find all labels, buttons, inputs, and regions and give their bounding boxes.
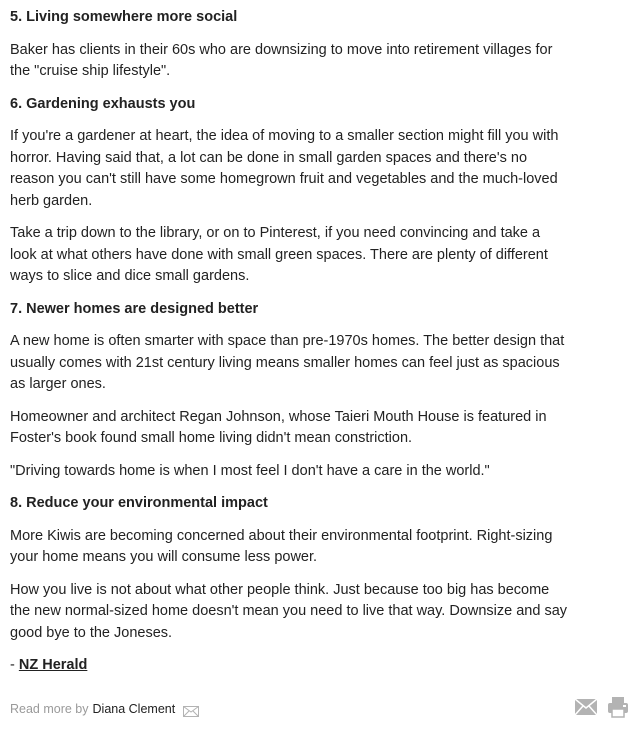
envelope-icon[interactable] bbox=[183, 704, 199, 715]
section-heading-5: 5. Living somewhere more social bbox=[10, 9, 238, 25]
source-credit bbox=[10, 655, 570, 677]
read-more-byline bbox=[10, 700, 199, 718]
share-toolbar bbox=[574, 695, 630, 719]
print-icon[interactable] bbox=[606, 695, 630, 719]
paragraph: Homeowner and architect Regan Johnson, whose Taieri Mouth House is featured in Foster's book found small home living didn't mean constriction. bbox=[10, 408, 547, 446]
paragraph: How you live is not about what other people think. Just because too big has become the new normal-sized home doesn't mean you need to live that way. Downsize and say good bye to the Joneses. bbox=[10, 581, 568, 641]
section-heading-7: 7. Newer homes are designed better bbox=[10, 300, 259, 317]
source-link[interactable]: NZ Herald bbox=[18, 657, 88, 673]
section-heading-8: 8. Reduce your environmental impact bbox=[10, 495, 268, 511]
paragraph: More Kiwis are becoming concerned about their environmental footprint. Right-sizing your home means you will consume less power. bbox=[10, 527, 553, 565]
author-link[interactable]: Diana Clement bbox=[92, 702, 176, 716]
email-share-icon[interactable] bbox=[574, 695, 598, 719]
section-heading-6: 6. Gardening exhausts you bbox=[10, 95, 196, 112]
paragraph: Take a trip down to the library, or on to Pinterest, if you need convincing and take a look at what others have done with small green spaces. There are plenty of different ways to slice and dice small gardens. bbox=[10, 225, 548, 284]
source-prefix: - bbox=[10, 657, 19, 673]
article-body bbox=[10, 7, 570, 688]
paragraph: If you're a gardener at heart, the idea of moving to a smaller section might fill you with horror. Having said that, a lot can be done in small garden spaces and there's no reason you can't still have some homegrown fruit and vegetables and the much-loved herb garden. bbox=[10, 128, 559, 209]
paragraph: Baker has clients in their 60s who are downsizing to move into retirement villages for the "cruise ship lifestyle". bbox=[10, 41, 553, 79]
read-more-label: Read more by bbox=[10, 702, 89, 716]
paragraph: A new home is often smarter with space than pre-1970s homes. The better design that usually comes with 21st century living means smaller homes can feel just as spacious as larger ones. bbox=[10, 333, 565, 392]
quote-paragraph: "Driving towards home is when I most feel I don't have a care in the world." bbox=[10, 462, 490, 479]
